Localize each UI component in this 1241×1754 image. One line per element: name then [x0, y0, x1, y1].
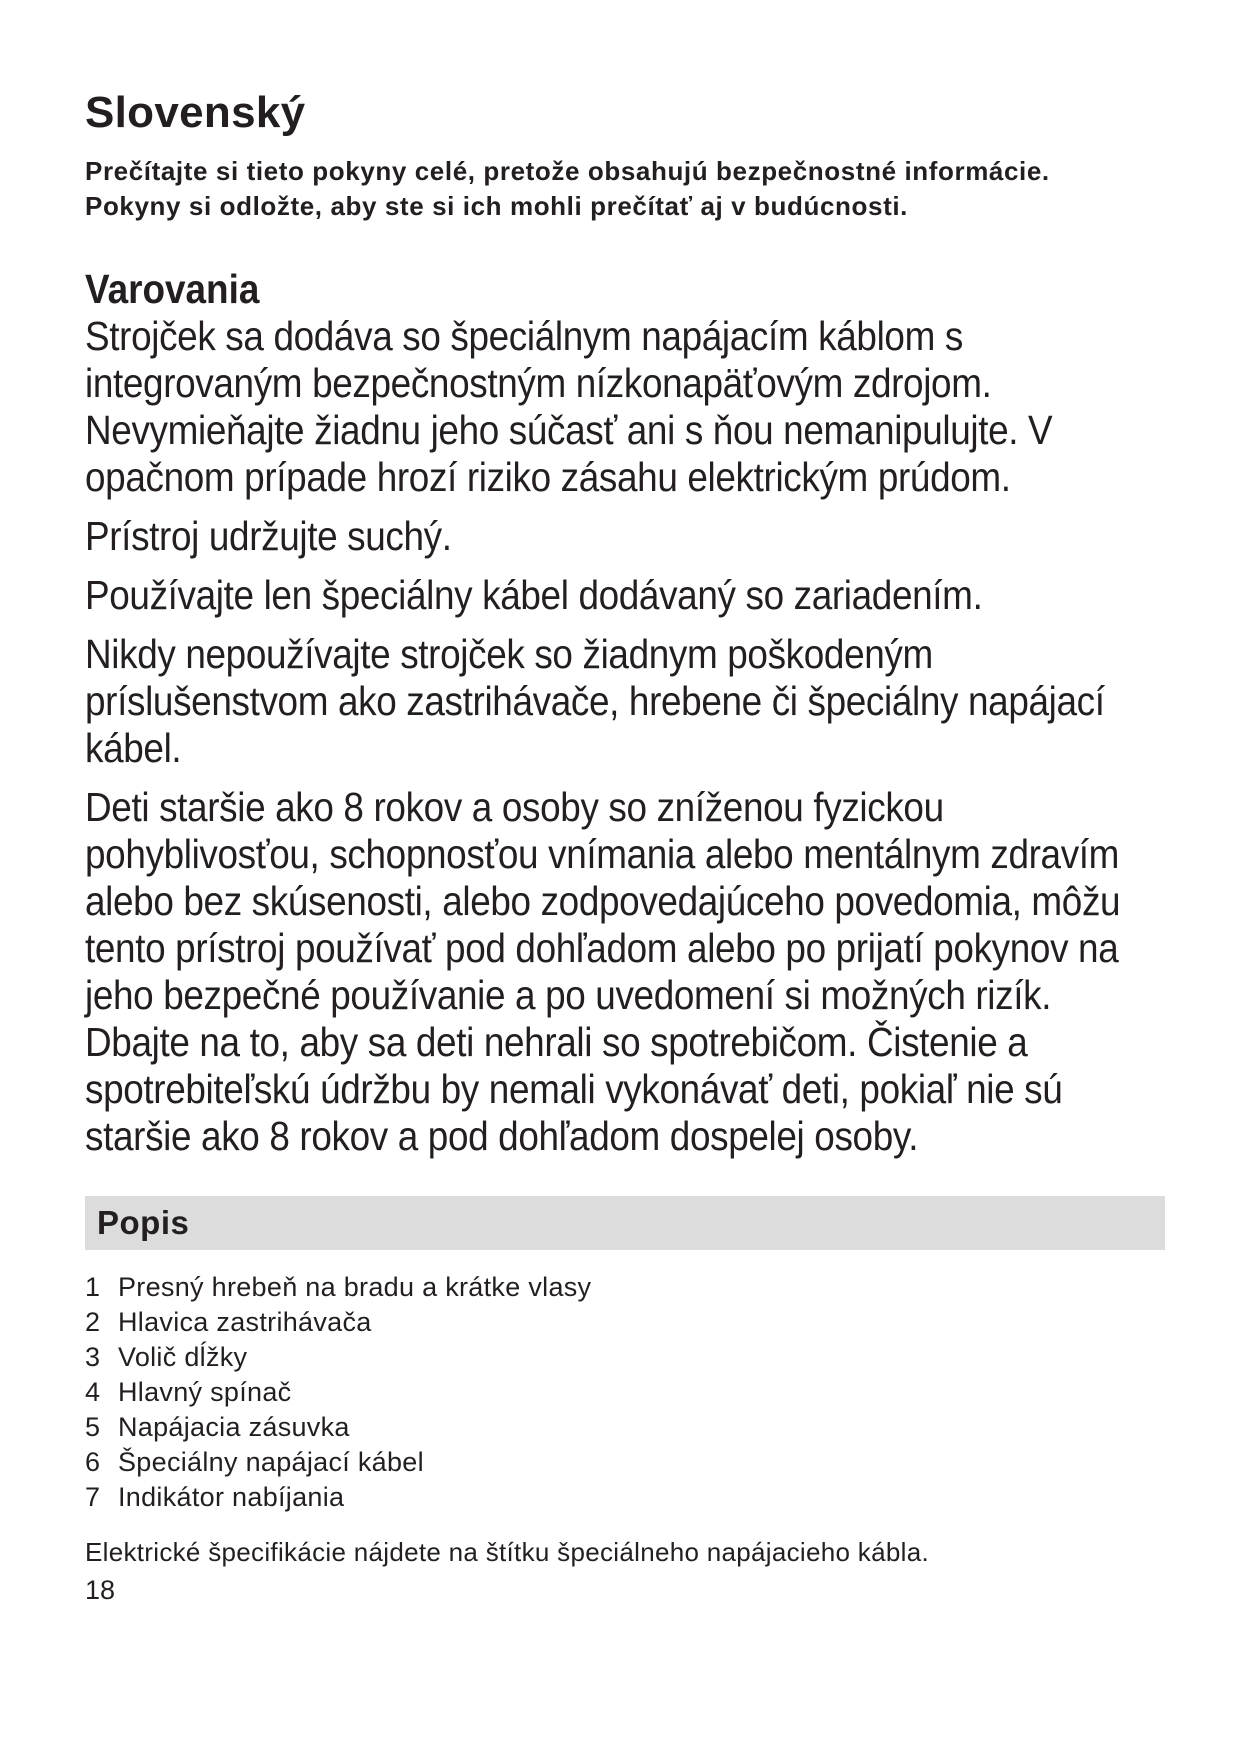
list-item: [85, 1480, 1165, 1515]
parts-list: [85, 1270, 1165, 1515]
page-number: 18: [85, 1575, 116, 1605]
item-number: 3: [85, 1342, 101, 1372]
list-item: [85, 1270, 1165, 1305]
language-title: Slovenský: [85, 88, 306, 137]
list-item: [85, 1375, 1165, 1410]
warning-paragraph: Nikdy nepoužívajte strojček so žiadnym poškodeným príslušenstvom ako zastrihávače, hrebene či špeciálny napájací kábel.: [85, 631, 1105, 771]
item-text: Volič dĺžky: [118, 1342, 248, 1372]
intro-text: Prečítajte si tieto pokyny celé, pretože obsahujú bezpečnostné informácie. Pokyny si odložte, aby ste si ich mohli prečítať aj v budúcnosti.: [85, 156, 1050, 221]
warnings-title: Varovania: [85, 266, 260, 312]
item-text: Napájacia zásuvka: [118, 1412, 350, 1442]
item-number: 6: [85, 1447, 101, 1477]
description-title: Popis: [97, 1204, 190, 1241]
item-text: Hlavica zastrihávača: [118, 1307, 372, 1337]
item-text: Špeciálny napájací kábel: [118, 1447, 424, 1477]
manual-page: [85, 84, 1165, 1607]
list-item: [85, 1410, 1165, 1445]
item-number: 7: [85, 1482, 101, 1512]
item-text: Hlavný spínač: [118, 1377, 292, 1407]
warning-paragraph: Používajte len špeciálny kábel dodávaný so zariadením.: [85, 572, 983, 618]
warning-paragraph: Strojček sa dodáva so špeciálnym napájacím káblom s integrovaným bezpečnostným nízkonapäťovým zdrojom. Nevymieňajte žiadnu jeho súčasť ani s ňou nemanipulujte. V opačnom prípade hrozí riziko zásahu elektrickým prúdom.: [85, 313, 1053, 500]
warnings-body: [85, 313, 1165, 1160]
warning-paragraph: Deti staršie ako 8 rokov a osoby so zníženou fyzickou pohyblivosťou, schopnosťou vnímania alebo mentálnym zdravím alebo bez skúsenosti, alebo zodpovedajúceho povedomia, môžu tento prístroj používať pod dohľadom alebo po prijatí pokynov na jeho bezpečné používanie a po uvedomení si možných rizík. Dbajte na to, aby sa deti nehrali so spotrebičom. Čistenie a spotrebiteľskú údržbu by nemali vykonávať deti, pokiaľ nie sú staršie ako 8 rokov a pod dohľadom dospelej osoby.: [85, 784, 1121, 1159]
item-text: Presný hrebeň na bradu a krátke vlasy: [118, 1272, 592, 1302]
item-number: 4: [85, 1377, 101, 1407]
description-header-bar: [85, 1196, 1165, 1250]
item-number: 1: [85, 1272, 101, 1302]
item-text: Indikátor nabíjania: [118, 1482, 345, 1512]
electrical-spec-note: Elektrické špecifikácie nájdete na štítku špeciálneho napájacieho kábla.: [85, 1537, 929, 1567]
list-item: [85, 1340, 1165, 1375]
list-item: [85, 1305, 1165, 1340]
item-number: 5: [85, 1412, 101, 1442]
item-number: 2: [85, 1307, 101, 1337]
warning-paragraph: Prístroj udržujte suchý.: [85, 513, 452, 559]
list-item: [85, 1445, 1165, 1480]
